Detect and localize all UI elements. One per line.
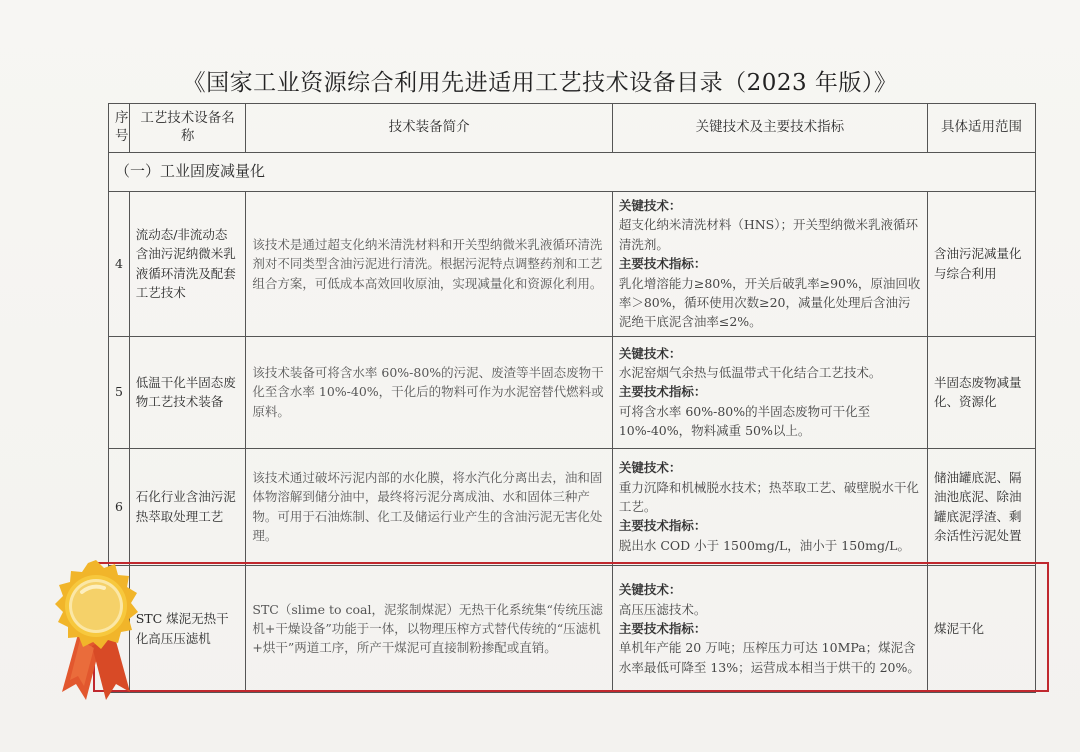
key-tech-text: 超支化纳米清洗材料（HNS）；开关型纳微米乳液循环清洗剂。 (618, 217, 918, 252)
key-tech-label: 关键技术： (618, 582, 682, 598)
table-row (109, 336, 1036, 448)
header-intro: 技术装备简介 (246, 104, 612, 153)
table-row (109, 192, 1036, 337)
row-intro: STC（slime to coal，泥浆制煤泥）无热干化系统集“传统压滤机+干燥设备”功能于一体，以物理压榨方式替代传统的“压滤机+烘干”两道工序，所产干煤泥可直接制粉掺配或直销。 (246, 565, 612, 692)
row-name: 流动态/非流动态含油污泥纳微米乳液循环清洗及配套工艺技术 (129, 192, 246, 337)
award-medal-icon (40, 554, 152, 704)
key-indicator-text: 可将含水率 60%-80%的半固态废物可干化至 10%-40%，物料减重 50%以上。 (618, 403, 871, 439)
key-indicator-label: 主要技术指标： (618, 620, 707, 636)
row-intro: 该技术通过破坏污泥内部的水化膜，将水汽化分离出去，油和固体物溶解到储分油中，最终将污泥分离成油、水和固体三种产物。可用于石油炼制、化工及储运行业产生的含油污泥无害化处理。 (246, 448, 612, 565)
key-indicator-text: 乳化增溶能力≥80%，开关后破乳率≥90%，原油回收率＞80%，循环使用次数≥20，减量化处理后含油污泥绝干底泥含油率≤2%。 (618, 275, 921, 330)
key-tech-label: 关键技术： (618, 198, 682, 213)
row-name: 低温干化半固态废物工艺技术装备 (129, 336, 246, 448)
row-key-tech (612, 336, 927, 448)
key-tech-text: 高压压滤技术。 (618, 601, 707, 617)
document-title: 《国家工业资源综合利用先进适用工艺技术设备目录（2023 年版）》 (182, 70, 898, 96)
row-seq: 5 (109, 336, 130, 448)
header-seq: 序号 (109, 104, 130, 153)
medal-disc (55, 560, 138, 649)
header-name: 工艺技术设备名称 (129, 104, 246, 153)
row-intro: 该技术装备可将含水率 60%-80%的污泥、废渣等半固态废物干化至含水率 10%-40%，干化后的物料可作为水泥窑替代燃料或原料。 (246, 336, 612, 448)
row-seq: 4 (109, 192, 130, 337)
key-tech-label: 关键技术： (618, 460, 682, 476)
key-indicator-label: 主要技术指标： (618, 518, 707, 534)
row-seq: 6 (109, 448, 130, 565)
highlight-frame (93, 562, 1049, 692)
header-scope: 具体适用范围 (928, 104, 1036, 153)
table-header-row (109, 104, 1036, 153)
key-tech-text: 水泥窑烟气余热与低温带式干化结合工艺技术。 (618, 365, 882, 381)
header-key-tech: 关键技术及主要技术指标 (612, 104, 927, 153)
table-row (109, 448, 1036, 565)
section-row (109, 153, 1036, 192)
key-indicator-label: 主要技术指标： (618, 256, 707, 272)
row-name: STC 煤泥无热干化高压压滤机 (129, 565, 246, 692)
row-scope: 含油污泥减量化与综合利用 (928, 192, 1036, 337)
row-scope: 半固态废物减量化、资源化 (928, 336, 1036, 448)
row-scope: 煤泥干化 (928, 565, 1036, 692)
key-indicator-text: 单机年产能 20 万吨；压榨压力可达 10MPa；煤泥含水率最低可降至 13%；运营成本相当于烘干的 20%。 (618, 640, 920, 675)
section-title: （一）工业固废减量化 (109, 153, 1036, 192)
key-tech-label: 关键技术： (618, 345, 682, 361)
row-key-tech (612, 192, 927, 337)
row-key-tech (612, 448, 927, 565)
key-tech-text: 重力沉降和机械脱水技术；热萃取工艺、破壁脱水干化工艺。 (618, 479, 919, 514)
row-intro: 该技术是通过超支化纳米清洗材料和开关型纳微米乳液循环清洗剂对不同类型含油污泥进行清洗。根据污泥特点调整药剂和工艺组合方案，可低成本高效回收原油，实现减量化和资源化利用。 (246, 192, 612, 337)
key-indicator-label: 主要技术指标： (618, 384, 707, 400)
row-name: 石化行业含油污泥热萃取处理工艺 (129, 448, 246, 565)
row-scope: 储油罐底泥、隔油池底泥、除油罐底泥浮渣、剩余活性污泥处置 (928, 448, 1036, 565)
key-indicator-text: 脱出水 COD 小于 1500mg/L，油小于 150mg/L。 (618, 537, 910, 553)
